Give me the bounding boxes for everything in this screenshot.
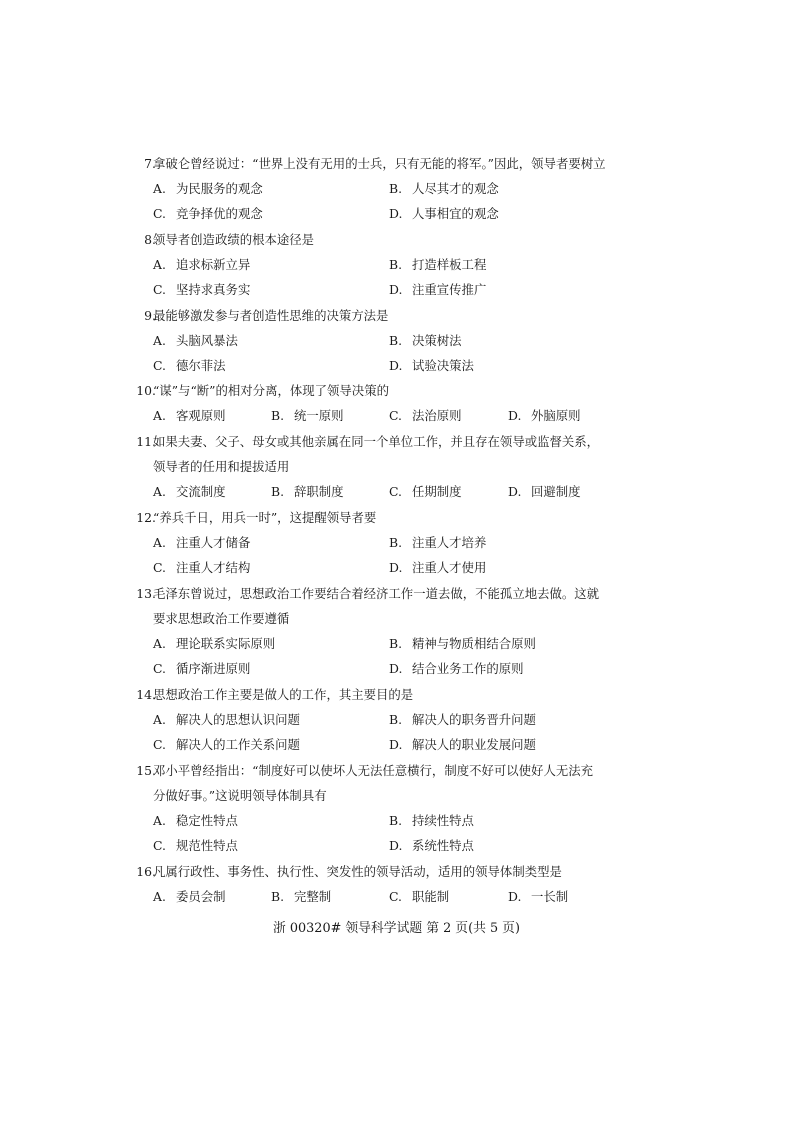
option-text: 注重宣传推广 — [412, 282, 487, 297]
option-label: D. — [389, 838, 403, 853]
option-text: 任期制度 — [412, 484, 462, 499]
option-label: C. — [153, 560, 166, 575]
option-label: D. — [508, 484, 522, 499]
question-stem: 毛泽东曾说过，思想政治工作要结合着经济工作一道去做，不能孤立地去做。这就 — [153, 586, 600, 601]
option-label: B. — [389, 535, 403, 550]
option-label: D. — [389, 206, 403, 221]
option-text: 德尔菲法 — [176, 358, 226, 373]
option-text: 统一原则 — [294, 408, 344, 423]
option-label: A. — [153, 484, 166, 499]
option-text: 精神与物质相结合原则 — [412, 636, 536, 651]
option-text: 稳定性特点 — [176, 813, 238, 828]
option-text: 解决人的工作关系问题 — [176, 737, 300, 752]
question-number: 9. — [144, 308, 156, 323]
option-label: C. — [153, 838, 166, 853]
option-label: B. — [389, 712, 403, 727]
option-label: D. — [389, 560, 403, 575]
option-text: 回避制度 — [531, 484, 581, 499]
option-label: A. — [153, 813, 166, 828]
option-label: A. — [153, 408, 166, 423]
option-text: 注重人才储备 — [176, 535, 251, 550]
question-number: 15. — [136, 763, 156, 778]
question-stem: 凡属行政性、事务性、执行性、突发性的领导活动，适用的领导体制类型是 — [153, 864, 562, 879]
option-text: 法治原则 — [412, 408, 462, 423]
option-label: D. — [508, 408, 522, 423]
option-label: B. — [389, 181, 403, 196]
option-text: 理论联系实际原则 — [176, 636, 276, 651]
option-label: C. — [389, 408, 402, 423]
option-label: A. — [153, 889, 166, 904]
option-label: C. — [389, 484, 402, 499]
option-text: 为民服务的观念 — [176, 181, 263, 196]
option-label: A. — [153, 181, 166, 196]
option-text: 结合业务工作的原则 — [412, 661, 524, 676]
option-text: 规范性特点 — [176, 838, 238, 853]
option-label: C. — [153, 661, 166, 676]
option-label: B. — [389, 333, 403, 348]
option-label: B. — [389, 257, 403, 272]
option-text: 交流制度 — [176, 484, 226, 499]
option-label: C. — [153, 206, 166, 221]
option-text: 追求标新立异 — [176, 257, 251, 272]
option-text: 职能制 — [412, 889, 450, 904]
question-stem-continued: 领导者的任用和提拔适用 — [153, 459, 290, 474]
option-label: D. — [389, 661, 403, 676]
option-label: A. — [153, 535, 166, 550]
option-text: 人尽其才的观念 — [412, 181, 499, 196]
option-label: C. — [153, 737, 166, 752]
option-text: 注重人才结构 — [176, 560, 251, 575]
option-text: 委员会制 — [176, 889, 226, 904]
option-text: 解决人的职业发展问题 — [412, 737, 536, 752]
option-text: 辞职制度 — [294, 484, 344, 499]
option-label: A. — [153, 257, 166, 272]
option-label: C. — [153, 282, 166, 297]
option-label: B. — [389, 813, 403, 828]
question-stem-continued: 分做好事。”这说明领导体制具有 — [153, 788, 327, 803]
question-number: 10. — [136, 383, 156, 398]
option-label: D. — [508, 889, 522, 904]
option-text: 打造样板工程 — [412, 257, 487, 272]
option-label: A. — [153, 636, 166, 651]
option-label: A. — [153, 333, 166, 348]
option-text: 注重人才培养 — [412, 535, 487, 550]
option-label: D. — [389, 282, 403, 297]
option-text: 循序渐进原则 — [176, 661, 251, 676]
question-stem: 思想政治工作主要是做人的工作，其主要目的是 — [153, 687, 414, 702]
option-text: 坚持求真务实 — [176, 282, 251, 297]
question-number: 13. — [136, 586, 156, 601]
option-text: 完整制 — [294, 889, 332, 904]
question-number: 14. — [136, 687, 156, 702]
option-text: 竞争择优的观念 — [176, 206, 263, 221]
option-label: B. — [271, 889, 285, 904]
question-number: 12. — [136, 510, 156, 525]
page-footer: 浙 00320# 领导科学试题 第 2 页(共 5 页) — [273, 921, 520, 936]
question-number: 8. — [144, 232, 156, 247]
option-text: 解决人的思想认识问题 — [176, 712, 300, 727]
option-text: 试验决策法 — [412, 358, 474, 373]
option-text: 持续性特点 — [412, 813, 474, 828]
question-number: 7. — [144, 156, 156, 171]
option-text: 外脑原则 — [531, 408, 581, 423]
option-label: B. — [271, 484, 285, 499]
option-label: C. — [153, 358, 166, 373]
question-stem: 邓小平曾经指出：“制度好可以使坏人无法任意横行，制度不好可以使好人无法充 — [153, 763, 594, 778]
option-label: A. — [153, 712, 166, 727]
option-text: 一长制 — [531, 889, 569, 904]
option-text: 解决人的职务晋升问题 — [412, 712, 536, 727]
question-stem-continued: 要求思想政治工作要遵循 — [153, 611, 290, 626]
option-text: 人事相宜的观念 — [412, 206, 499, 221]
option-label: B. — [271, 408, 285, 423]
option-label: B. — [389, 636, 403, 651]
question-number: 11. — [136, 434, 156, 449]
option-label: D. — [389, 358, 403, 373]
option-text: 注重人才使用 — [412, 560, 487, 575]
question-stem: “养兵千日，用兵一时”，这提醒领导者要 — [153, 510, 377, 525]
question-stem: 最能够激发参与者创造性思维的决策方法是 — [153, 308, 389, 323]
question-stem: 拿破仑曾经说过：“世界上没有无用的士兵，只有无能的将军。”因此，领导者要树立 — [153, 156, 606, 171]
option-text: 决策树法 — [412, 333, 462, 348]
option-text: 系统性特点 — [412, 838, 474, 853]
question-number: 16. — [136, 864, 156, 879]
question-stem: “谋”与“断”的相对分离，体现了领导决策的 — [153, 383, 389, 398]
question-stem: 如果夫妻、父子、母女或其他亲属在同一个单位工作，并且存在领导或监督关系， — [153, 434, 600, 449]
option-label: D. — [389, 737, 403, 752]
option-text: 客观原则 — [176, 408, 226, 423]
option-text: 头脑风暴法 — [176, 333, 238, 348]
option-label: C. — [389, 889, 402, 904]
question-stem: 领导者创造政绩的根本途径是 — [153, 232, 315, 247]
